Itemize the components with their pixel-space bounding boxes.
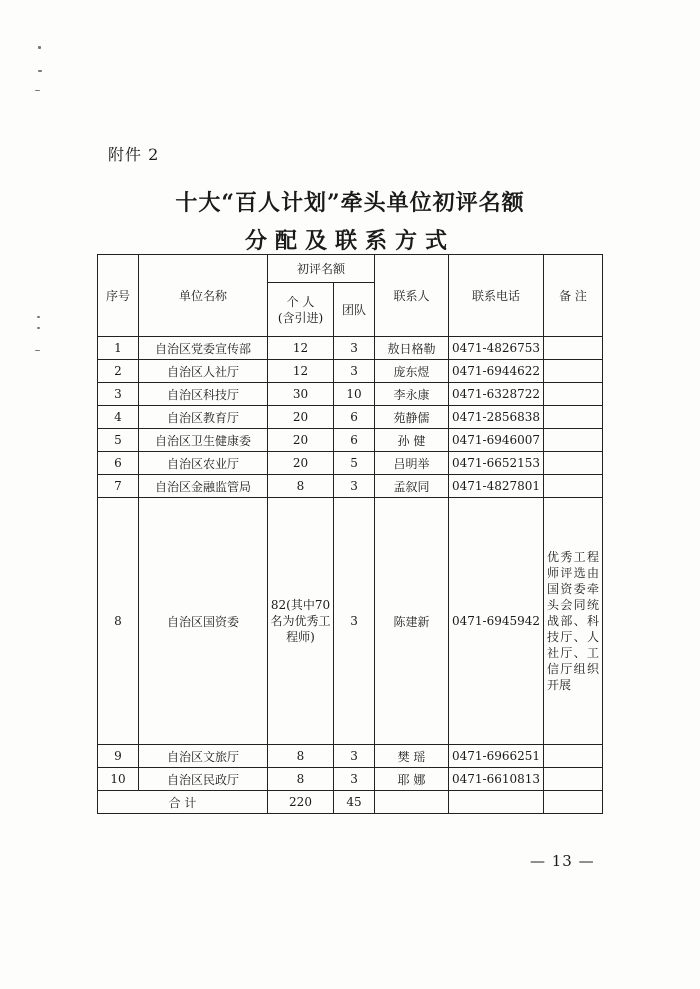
cell-unit: 自治区教育厅: [139, 406, 268, 429]
cell-team: 3: [334, 337, 375, 360]
header-contact: 联系人: [375, 255, 449, 337]
cell-individual: 8: [268, 475, 334, 498]
cell-unit: 自治区农业厅: [139, 452, 268, 475]
cell-phone: 0471-2856838: [449, 406, 544, 429]
table-row: [98, 475, 603, 498]
cell-index: 2: [98, 360, 139, 383]
total-phone-empty: [449, 791, 544, 814]
cell-remarks: [544, 745, 603, 768]
cell-individual: 82(其中70名为优秀工程师): [268, 498, 334, 745]
table-row: [98, 768, 603, 791]
header-remarks: 备 注: [544, 255, 603, 337]
header-individual-label: 个 人: [286, 294, 315, 309]
cell-index: 9: [98, 745, 139, 768]
cell-unit: 自治区金融监管局: [139, 475, 268, 498]
total-row: [98, 791, 603, 814]
cell-contact: 陈建新: [375, 498, 449, 745]
cell-team: 3: [334, 745, 375, 768]
cell-team: 3: [334, 475, 375, 498]
cell-team: 3: [334, 360, 375, 383]
header-unit: 单位名称: [139, 255, 268, 337]
cell-index: 10: [98, 768, 139, 791]
cell-remarks: 优秀工程师评选由国资委牵头会同统战部、科技厅、人社厅、工信厅组织开展: [544, 498, 603, 745]
cell-team: 5: [334, 452, 375, 475]
table-row: [98, 383, 603, 406]
cell-individual: 12: [268, 360, 334, 383]
total-team: 45: [334, 791, 375, 814]
cell-team: 6: [334, 429, 375, 452]
cell-phone: 0471-4826753: [449, 337, 544, 360]
cell-contact: 耶 娜: [375, 768, 449, 791]
table-row: [98, 337, 603, 360]
cell-individual: 8: [268, 745, 334, 768]
cell-index: 7: [98, 475, 139, 498]
cell-remarks: [544, 337, 603, 360]
cell-remarks: [544, 768, 603, 791]
table-row: [98, 429, 603, 452]
document-title-line1: 十大“百人计划”牵头单位初评名额: [175, 190, 525, 216]
scan-speck: [35, 350, 40, 351]
cell-unit: 自治区党委宣传部: [139, 337, 268, 360]
cell-unit: 自治区文旅厅: [139, 745, 268, 768]
cell-index: 4: [98, 406, 139, 429]
cell-remarks: [544, 429, 603, 452]
cell-phone: 0471-6945942: [449, 498, 544, 745]
cell-individual: 20: [268, 429, 334, 452]
cell-phone: 0471-6946007: [449, 429, 544, 452]
cell-unit: 自治区民政厅: [139, 768, 268, 791]
cell-phone: 0471-6966251: [449, 745, 544, 768]
scan-speck: [35, 90, 40, 91]
table-row: [98, 745, 603, 768]
cell-contact: 樊 瑶: [375, 745, 449, 768]
cell-index: 5: [98, 429, 139, 452]
cell-index: 1: [98, 337, 139, 360]
total-label: 合 计: [98, 791, 268, 814]
header-quota-group: 初评名额: [268, 255, 375, 283]
cell-contact: 李永康: [375, 383, 449, 406]
cell-individual: 30: [268, 383, 334, 406]
cell-individual: 12: [268, 337, 334, 360]
header-row: [98, 255, 603, 283]
total-remarks-empty: [544, 791, 603, 814]
cell-team: 6: [334, 406, 375, 429]
cell-team: 3: [334, 498, 375, 745]
cell-index: 8: [98, 498, 139, 745]
cell-team: 10: [334, 383, 375, 406]
cell-unit: 自治区科技厅: [139, 383, 268, 406]
total-individual: 220: [268, 791, 334, 814]
cell-unit: 自治区人社厅: [139, 360, 268, 383]
cell-remarks: [544, 383, 603, 406]
cell-individual: 8: [268, 768, 334, 791]
table-row: [98, 360, 603, 383]
scan-speck: [38, 46, 41, 49]
header-individual-note: (含引进): [277, 310, 324, 325]
cell-contact: 苑静儒: [375, 406, 449, 429]
cell-index: 6: [98, 452, 139, 475]
attachment-label: 附件 2: [108, 145, 160, 164]
cell-phone: 0471-6610813: [449, 768, 544, 791]
scan-speck: [38, 70, 42, 72]
cell-contact: 庞东煜: [375, 360, 449, 383]
header-phone: 联系电话: [449, 255, 544, 337]
cell-team: 3: [334, 768, 375, 791]
cell-unit: 自治区国资委: [139, 498, 268, 745]
cell-remarks: [544, 475, 603, 498]
cell-contact: 敖日格勒: [375, 337, 449, 360]
table-row: [98, 452, 603, 475]
cell-remarks: [544, 452, 603, 475]
document-title-line2: 分配及联系方式: [244, 228, 455, 254]
header-individual: [268, 283, 334, 337]
cell-contact: 吕明举: [375, 452, 449, 475]
cell-remarks: [544, 406, 603, 429]
header-index: 序号: [98, 255, 139, 337]
cell-contact: 孟叙同: [375, 475, 449, 498]
cell-phone: 0471-6328722: [449, 383, 544, 406]
cell-unit: 自治区卫生健康委: [139, 429, 268, 452]
scan-speck: [37, 316, 40, 318]
quota-allocation-table: [97, 254, 603, 814]
cell-phone: 0471-6652153: [449, 452, 544, 475]
cell-phone: 0471-6944622: [449, 360, 544, 383]
cell-index: 3: [98, 383, 139, 406]
cell-individual: 20: [268, 452, 334, 475]
cell-contact: 孙 健: [375, 429, 449, 452]
cell-remarks: [544, 360, 603, 383]
cell-phone: 0471-4827801: [449, 475, 544, 498]
total-contact-empty: [375, 791, 449, 814]
scan-speck: [37, 327, 40, 329]
table-row: [98, 498, 603, 745]
table-row: [98, 406, 603, 429]
page-number: — 13 —: [530, 852, 595, 870]
cell-individual: 20: [268, 406, 334, 429]
header-team: 团队: [334, 283, 375, 337]
